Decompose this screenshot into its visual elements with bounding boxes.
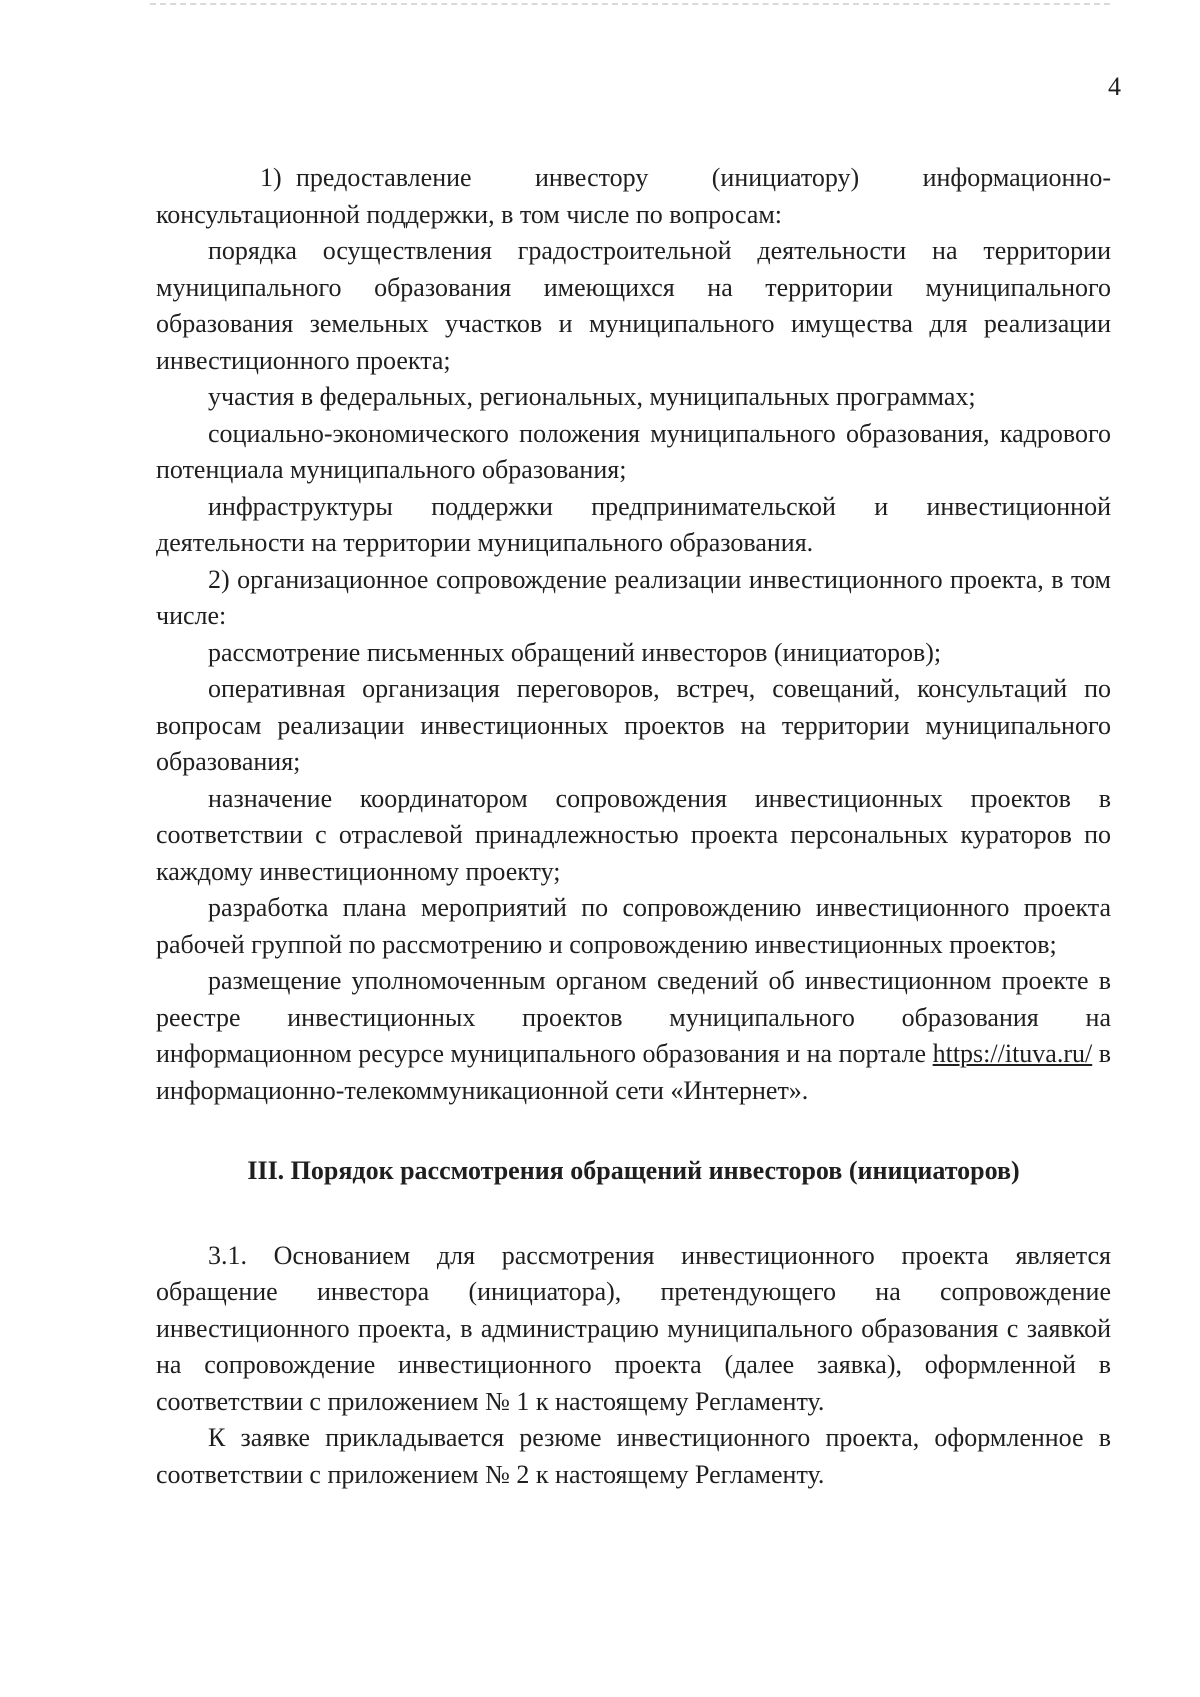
placement-text: размещение уполномоченным органом сведений об инвестиционном проекте в реестре инвестиционных проектов муниципального образования на информационном ресурсе муниципального образования и на портале <box>156 966 1111 1068</box>
scan-edge-artifact <box>150 3 1110 5</box>
item-1-point: участия в федеральных, региональных, муниципальных программах; <box>208 382 976 411</box>
item-2-point: назначение координатором сопровождения инвестиционных проектов в соответствии с отраслевой принадлежностью проекта персональных кураторов по каждому инвестиционному проекту; <box>156 783 1111 886</box>
portal-link[interactable]: https://ituva.ru/ <box>932 1039 1093 1068</box>
page-number: 4 <box>1108 72 1121 101</box>
item-1-number: 1) <box>260 163 282 192</box>
placement-paragraph <box>156 963 1111 1109</box>
item-2-paragraph: 2) организационное сопровождение реализации инвестиционного проекта, в том числе: <box>156 564 1111 630</box>
placement-tail: в информационно-телекоммуникационной сети «Интернет». <box>156 1039 1111 1105</box>
item-1-text: предоставление инвестору (инициатору) информационно-консультационной поддержки, в том числе по вопросам: <box>156 163 1111 229</box>
section-3-heading: III. Порядок рассмотрения обращений инвесторов (инициаторов) <box>247 1156 1020 1185</box>
document-body <box>156 160 1111 1493</box>
item-1-point: инфраструктуры поддержки предпринимательской и инвестиционной деятельности на территории муниципального образования. <box>156 491 1111 557</box>
item-2-point: оперативная организация переговоров, встреч, совещаний, консультаций по вопросам реализации инвестиционных проектов на территории муниципального образования; <box>156 674 1111 776</box>
section-3-paragraph-2: К заявке прикладывается резюме инвестиционного проекта, оформленное в соответствии с приложением № 2 к настоящему Регламенту. <box>156 1423 1111 1489</box>
item-2-point: рассмотрение письменных обращений инвесторов (инициаторов); <box>208 637 942 667</box>
item-1-point: социально-экономического положения муниципального образования, кадрового потенциала муниципального образования; <box>156 418 1111 484</box>
item-2-point: разработка плана мероприятий по сопровождению инвестиционного проекта рабочей группой по рассмотрению и сопровождению инвестиционных проектов; <box>156 893 1111 959</box>
item-1-point: порядка осуществления градостроительной деятельности на территории муниципального образования имеющихся на территории муниципального образования земельных участков и муниципального имущества для реализации инвестиционного проекта; <box>156 236 1111 375</box>
section-3-paragraph-1: 3.1. Основанием для рассмотрения инвестиционного проекта является обращение инвестора (инициатора), претендующего на сопровождение инвестиционного проекта, в администрацию муниципального образования с заявкой на сопровождение инвестиционного проекта (далее заявка), оформленной в соответствии с приложением № 1 к настоящему Регламенту. <box>156 1240 1111 1416</box>
item-1-paragraph <box>156 160 1111 233</box>
